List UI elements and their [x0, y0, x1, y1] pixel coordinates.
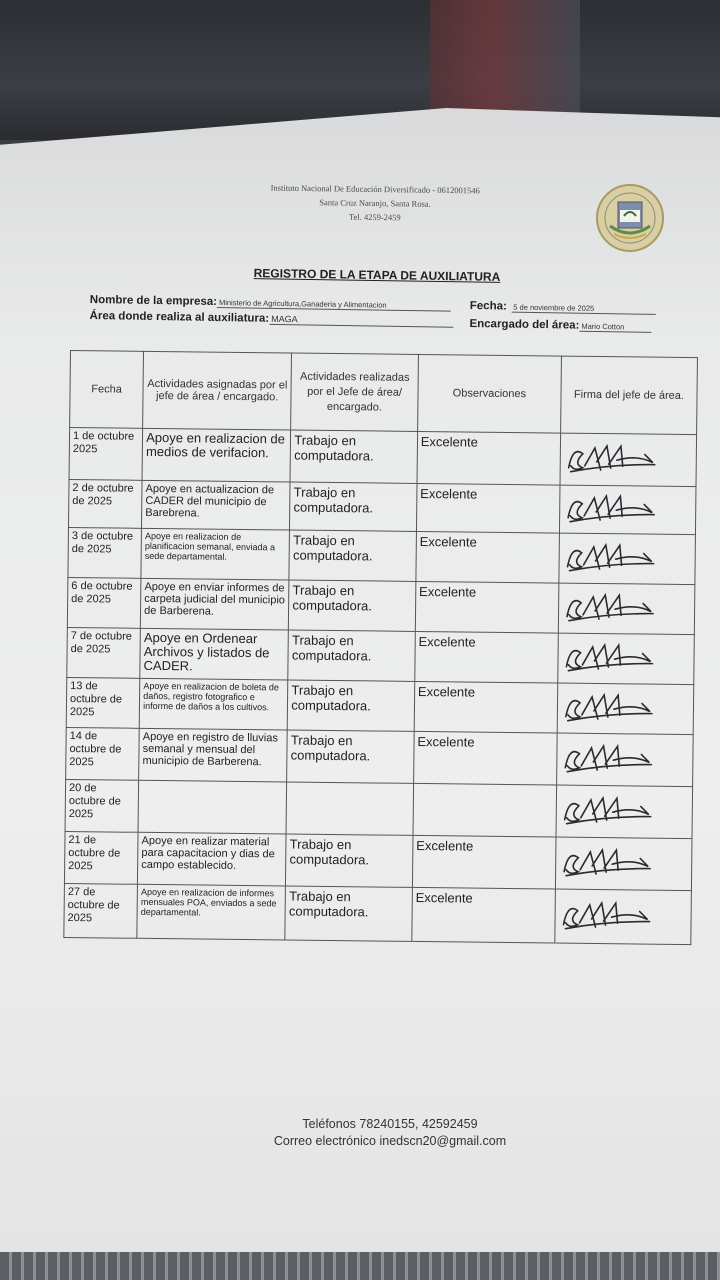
area-value: MAGA: [269, 314, 453, 328]
signature-mark: [558, 686, 678, 731]
coat-of-arms-seal: [594, 182, 666, 254]
row-activity: Apoye en actualizacion de CADER del municipio de Barebrena.: [142, 480, 291, 530]
signature-mark: [559, 586, 679, 631]
signature-mark: [560, 437, 680, 482]
row-date: 14 de octubre de 2025: [66, 727, 140, 780]
background-bottom: [0, 1252, 720, 1280]
row-date: 21 de octubre de 2025: [64, 831, 138, 884]
row-observation: Excelente: [412, 835, 556, 889]
row-activity: [138, 780, 287, 834]
row-date: 27 de octubre de 2025: [64, 883, 138, 938]
row-activity: Apoye en realizacion de boleta de daños, registro fotografico e informe de daños a los cultivos.: [139, 678, 288, 730]
header-observations: Observaciones: [417, 354, 561, 433]
signature-cell: [557, 733, 694, 787]
row-observation: Excelente: [412, 887, 556, 943]
company-label: Nombre de la empresa:: [89, 293, 218, 308]
row-date: 1 de octubre 2025: [69, 428, 143, 481]
manager-value: Mario Cotton: [579, 322, 651, 333]
row-activity: Apoye en realizacion de planificacion semanal, enviada a sede departamental.: [141, 528, 290, 580]
row-activity: Apoye en enviar informes de carpeta judicial del municipio de Barberena.: [141, 578, 290, 630]
row-observation: Excelente: [417, 431, 561, 485]
date-label: Fecha:: [469, 299, 507, 313]
table-row: [64, 883, 692, 944]
signature-cell: [557, 683, 694, 735]
row-observation: Excelente: [416, 483, 560, 533]
row-date: 6 de octubre de 2025: [67, 577, 141, 628]
signature-cell: [559, 533, 696, 585]
table-header-row: [70, 351, 698, 435]
table-row: [65, 779, 693, 838]
institution-header: [210, 180, 541, 227]
signature-cell: [558, 633, 695, 685]
row-observation: Excelente: [414, 681, 558, 733]
signature-cell: [560, 433, 697, 487]
row-date: 20 de octubre de 2025: [65, 779, 139, 832]
row-date: 3 de octubre de 2025: [68, 527, 142, 578]
row-observation: [413, 783, 557, 837]
row-observation: Excelente: [415, 581, 559, 633]
footer-email: Correo electrónico inedscn20@gmail.com: [273, 1134, 507, 1148]
signature-mark: [556, 789, 676, 834]
signature-mark: [558, 636, 678, 681]
institution-name: Instituto Nacional De Educación Diversificado - 0612001546: [270, 182, 480, 196]
row-done: Trabajo en computadora.: [289, 580, 416, 631]
row-done: Trabajo en computadora.: [288, 630, 415, 681]
row-observation: Excelente: [416, 531, 560, 583]
header-assigned: Actividades asignadas por el jefe de área / encargado.: [143, 351, 292, 430]
row-done: Trabajo en computadora.: [285, 886, 412, 941]
table-row: [66, 677, 694, 734]
company-value: Ministerio de Agricultura,Ganaderia y Alimentacion: [217, 298, 451, 312]
table-row: [68, 479, 696, 534]
document-footer: [260, 1116, 520, 1150]
row-activity: Apoye en realizacion de medios de verifacion.: [142, 428, 291, 482]
activity-table: [63, 350, 698, 945]
signature-cell: [559, 485, 696, 535]
area-label: Área donde realiza al auxiliatura:: [89, 309, 270, 325]
header-date: Fecha: [70, 351, 144, 429]
footer-phones: Teléfonos 78240155, 42592459: [302, 1117, 478, 1131]
signature-cell: [555, 837, 692, 891]
table-row: [67, 577, 695, 634]
signature-cell: [556, 785, 693, 839]
table-row: [64, 831, 692, 890]
row-date: 7 de octubre de 2025: [67, 627, 141, 678]
institution-location: Santa Cruz Naranjo, Santa Rosa.: [319, 197, 431, 209]
row-done: Trabajo en computadora.: [289, 530, 416, 581]
table-row: [67, 627, 695, 684]
institution-phone: Tel. 4259-2459: [348, 211, 401, 223]
row-activity: Apoye en registro de lluvias semanal y mensual del municipio de Barberena.: [139, 728, 288, 782]
signature-mark: [556, 841, 676, 886]
row-done: Trabajo en computadora.: [290, 430, 417, 483]
manager-label: Encargado del área:: [469, 317, 580, 332]
row-activity: Apoye en Ordenear Archivos y listados de CADER.: [140, 628, 289, 680]
row-date: 2 de octubre de 2025: [68, 479, 142, 528]
row-date: 13 de octubre de 2025: [66, 677, 140, 728]
date-value: 5 de noviembre de 2025: [511, 303, 655, 315]
row-observation: Excelente: [415, 631, 559, 683]
table-row: [69, 428, 697, 487]
signature-cell: [558, 583, 695, 635]
header-done: Actividades realizadas por el Jefe de área/ encargado.: [291, 353, 418, 431]
row-done: Trabajo en computadora.: [290, 482, 417, 531]
table-row: [66, 727, 694, 786]
row-activity: Apoye en realizacion de informes mensuales POA, enviados a sede departamental.: [137, 884, 286, 940]
row-observation: Excelente: [413, 731, 557, 785]
signature-cell: [555, 889, 692, 945]
row-done: Trabajo en computadora.: [286, 834, 413, 887]
row-done: [286, 782, 413, 835]
row-done: Trabajo en computadora.: [288, 680, 415, 731]
header-signature: Firma del jefe de área.: [560, 356, 697, 435]
document-title: REGISTRO DE LA ETAPA DE AUXILIATURA: [253, 266, 501, 284]
table-row: [68, 527, 696, 584]
signature-mark: [555, 894, 675, 939]
signature-mark: [559, 536, 679, 581]
signature-mark: [557, 737, 677, 782]
signature-mark: [560, 487, 680, 532]
row-done: Trabajo en computadora.: [287, 730, 414, 783]
row-activity: Apoye en realizar material para capacitacion y dias de campo establecido.: [138, 832, 287, 886]
